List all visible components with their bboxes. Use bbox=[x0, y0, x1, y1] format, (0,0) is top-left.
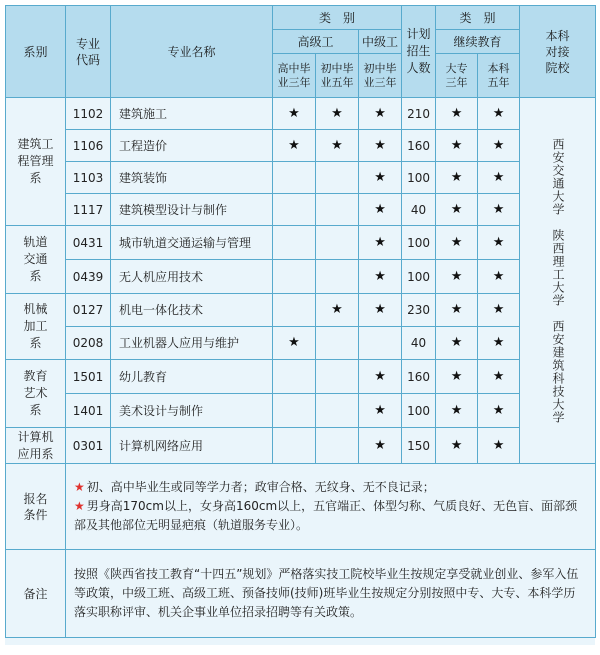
header-senior-jhs-text: 初中毕业五年 bbox=[320, 61, 354, 89]
header-mid: 中级工 bbox=[359, 30, 402, 54]
plan-count: 100 bbox=[402, 260, 436, 294]
table-row bbox=[6, 260, 596, 294]
plan-count: 150 bbox=[402, 428, 436, 464]
major-code: 1117 bbox=[66, 194, 111, 226]
major-name: 机电一体化技术 bbox=[111, 294, 273, 327]
star-mark: ★ bbox=[316, 98, 359, 130]
remarks-row bbox=[6, 550, 596, 638]
header-dept: 系别 bbox=[6, 6, 66, 98]
plan-count: 160 bbox=[402, 130, 436, 162]
header-cont-bk-text: 本科五年 bbox=[487, 61, 510, 89]
requirements-label: 报名条件 bbox=[23, 491, 48, 522]
table-row bbox=[6, 162, 596, 194]
table-row bbox=[6, 226, 596, 260]
requirement-text: 初、高中毕业生或同等学力者；政审合格、无纹身、无不良记录； bbox=[86, 480, 435, 494]
requirement-item bbox=[74, 497, 587, 535]
star-mark: ★ bbox=[359, 360, 402, 394]
star-mark: ★ bbox=[436, 260, 478, 294]
empty-cell bbox=[316, 162, 359, 194]
plan-count: 100 bbox=[402, 226, 436, 260]
star-mark: ★ bbox=[273, 327, 316, 360]
empty-cell bbox=[273, 294, 316, 327]
dept-cell bbox=[6, 294, 66, 360]
star-mark: ★ bbox=[273, 98, 316, 130]
header-cont-dz-text: 大专三年 bbox=[445, 61, 468, 89]
dept-cell bbox=[6, 428, 66, 464]
red-star-icon: ★ bbox=[74, 499, 85, 513]
header-cont-dz bbox=[436, 54, 478, 98]
header-senior-hs bbox=[273, 54, 316, 98]
empty-cell bbox=[359, 327, 402, 360]
empty-cell bbox=[273, 226, 316, 260]
star-mark: ★ bbox=[436, 394, 478, 428]
star-mark: ★ bbox=[478, 428, 520, 464]
plan-count: 40 bbox=[402, 194, 436, 226]
empty-cell bbox=[316, 194, 359, 226]
empty-cell bbox=[273, 194, 316, 226]
star-mark: ★ bbox=[273, 130, 316, 162]
header-univ-text: 本科对接院校 bbox=[545, 28, 570, 75]
header-univ bbox=[520, 6, 596, 98]
empty-cell bbox=[316, 226, 359, 260]
major-name: 工程造价 bbox=[111, 130, 273, 162]
major-code: 1102 bbox=[66, 98, 111, 130]
university-list: 西安交通大学 陕西理工大学 西安建筑科技大学 bbox=[551, 137, 566, 424]
star-mark: ★ bbox=[436, 194, 478, 226]
star-mark: ★ bbox=[478, 162, 520, 194]
major-code: 0439 bbox=[66, 260, 111, 294]
star-mark: ★ bbox=[359, 260, 402, 294]
header-code bbox=[66, 6, 111, 98]
empty-cell bbox=[273, 162, 316, 194]
star-mark: ★ bbox=[478, 226, 520, 260]
star-mark: ★ bbox=[436, 428, 478, 464]
dept-name: 轨道交通系 bbox=[23, 235, 48, 283]
star-mark: ★ bbox=[478, 360, 520, 394]
header-senior: 高级工 bbox=[273, 30, 359, 54]
header-code-text: 专业代码 bbox=[75, 36, 100, 67]
dept-cell bbox=[6, 98, 66, 226]
header-continuing: 继续教育 bbox=[436, 30, 520, 54]
requirements-content bbox=[66, 464, 596, 550]
star-mark: ★ bbox=[359, 294, 402, 327]
star-mark: ★ bbox=[436, 360, 478, 394]
plan-count: 230 bbox=[402, 294, 436, 327]
header-mid-jhs bbox=[359, 54, 402, 98]
major-name: 美术设计与制作 bbox=[111, 394, 273, 428]
plan-count: 100 bbox=[402, 394, 436, 428]
empty-cell bbox=[273, 428, 316, 464]
star-mark: ★ bbox=[436, 226, 478, 260]
empty-cell bbox=[273, 260, 316, 294]
star-mark: ★ bbox=[359, 194, 402, 226]
plan-count: 100 bbox=[402, 162, 436, 194]
dept-name: 建筑工程管理系 bbox=[17, 137, 54, 185]
major-code: 1103 bbox=[66, 162, 111, 194]
header-mid-jhs-text: 初中毕业三年 bbox=[363, 61, 397, 89]
major-name: 工业机器人应用与维护 bbox=[111, 327, 273, 360]
table-row bbox=[6, 294, 596, 327]
header-senior-hs-text: 高中毕业三年 bbox=[277, 61, 311, 89]
header-cont-bk bbox=[478, 54, 520, 98]
star-mark: ★ bbox=[359, 162, 402, 194]
dept-name: 机械加工系 bbox=[23, 302, 48, 350]
empty-cell bbox=[316, 360, 359, 394]
star-mark: ★ bbox=[436, 294, 478, 327]
requirement-text: 男身高170cm以上，女身高160cm以上，五官端正、体型匀称、气质良好、无色盲、面部颈部及其他部位无明显疤痕（轨道服务专业）。 bbox=[74, 499, 578, 532]
red-star-icon: ★ bbox=[74, 480, 85, 494]
requirements-label-cell bbox=[6, 464, 66, 550]
empty-cell bbox=[273, 360, 316, 394]
table-row bbox=[6, 327, 596, 360]
header-row-1 bbox=[6, 6, 596, 30]
dept-name: 计算机应用系 bbox=[17, 429, 54, 461]
major-code: 1106 bbox=[66, 130, 111, 162]
star-mark: ★ bbox=[478, 130, 520, 162]
dept-cell bbox=[6, 360, 66, 428]
star-mark: ★ bbox=[478, 294, 520, 327]
empty-cell bbox=[273, 394, 316, 428]
table-row bbox=[6, 98, 596, 130]
major-code: 0208 bbox=[66, 327, 111, 360]
star-mark: ★ bbox=[316, 130, 359, 162]
major-code: 1401 bbox=[66, 394, 111, 428]
star-mark: ★ bbox=[316, 294, 359, 327]
empty-cell bbox=[316, 428, 359, 464]
major-name: 计算机网络应用 bbox=[111, 428, 273, 464]
major-name: 幼儿教育 bbox=[111, 360, 273, 394]
major-code: 1501 bbox=[66, 360, 111, 394]
university-cell bbox=[520, 98, 596, 464]
star-mark: ★ bbox=[436, 327, 478, 360]
star-mark: ★ bbox=[359, 130, 402, 162]
star-mark: ★ bbox=[478, 394, 520, 428]
requirement-item bbox=[74, 478, 587, 497]
star-mark: ★ bbox=[478, 98, 520, 130]
table-row bbox=[6, 130, 596, 162]
major-name: 城市轨道交通运输与管理 bbox=[111, 226, 273, 260]
major-code: 0431 bbox=[66, 226, 111, 260]
star-mark: ★ bbox=[436, 98, 478, 130]
major-name: 建筑模型设计与制作 bbox=[111, 194, 273, 226]
table-row bbox=[6, 394, 596, 428]
header-category: 类 别 bbox=[273, 6, 402, 30]
major-code: 0127 bbox=[66, 294, 111, 327]
header-category-2: 类 别 bbox=[436, 6, 520, 30]
table-row bbox=[6, 428, 596, 464]
major-code: 0301 bbox=[66, 428, 111, 464]
star-mark: ★ bbox=[478, 194, 520, 226]
dept-cell bbox=[6, 226, 66, 294]
header-name: 专业名称 bbox=[111, 6, 273, 98]
enrollment-plan-table bbox=[5, 5, 596, 638]
plan-count: 160 bbox=[402, 360, 436, 394]
major-name: 建筑施工 bbox=[111, 98, 273, 130]
star-mark: ★ bbox=[359, 98, 402, 130]
empty-cell bbox=[316, 327, 359, 360]
major-name: 建筑装饰 bbox=[111, 162, 273, 194]
star-mark: ★ bbox=[359, 226, 402, 260]
star-mark: ★ bbox=[436, 130, 478, 162]
header-senior-jhs bbox=[316, 54, 359, 98]
dept-name: 教育艺术系 bbox=[23, 369, 48, 417]
requirements-row bbox=[6, 464, 596, 550]
major-name: 无人机应用技术 bbox=[111, 260, 273, 294]
empty-cell bbox=[316, 394, 359, 428]
table-row bbox=[6, 194, 596, 226]
remarks-label-cell: 备注 bbox=[6, 550, 66, 638]
header-plan-text: 计划招生人数 bbox=[406, 27, 431, 75]
plan-count: 210 bbox=[402, 98, 436, 130]
empty-cell bbox=[316, 260, 359, 294]
header-plan bbox=[402, 6, 436, 98]
remarks-content: 按照《陕西省技工教育“十四五”规划》严格落实技工院校毕业生按规定享受就业创业、参军入伍等政策，中级工班、高级工班、预备技师(技师)班毕业生按规定分别按照中专、大专、本科学历落实职称评审、机关企事业单位招录招聘等有关政策。 bbox=[66, 550, 596, 638]
star-mark: ★ bbox=[478, 260, 520, 294]
star-mark: ★ bbox=[436, 162, 478, 194]
enrollment-plan-table-panel bbox=[5, 5, 595, 645]
table-row bbox=[6, 360, 596, 394]
star-mark: ★ bbox=[478, 327, 520, 360]
star-mark: ★ bbox=[359, 428, 402, 464]
star-mark: ★ bbox=[359, 394, 402, 428]
plan-count: 40 bbox=[402, 327, 436, 360]
